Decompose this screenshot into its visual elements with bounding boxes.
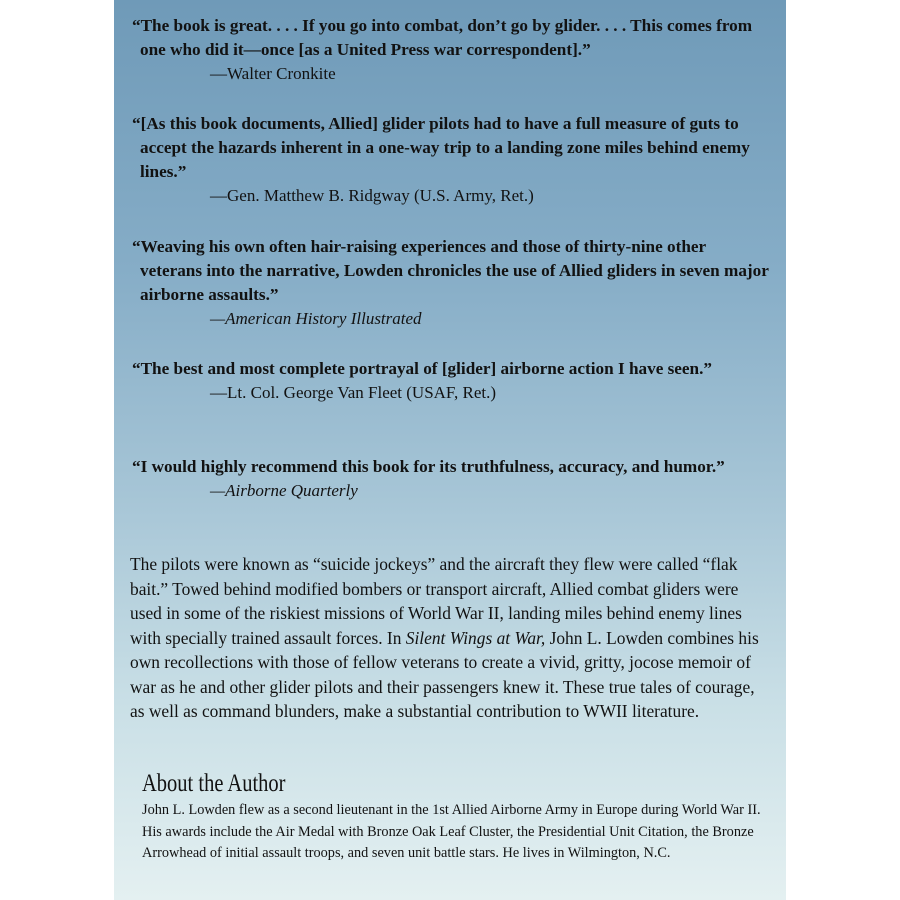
quote-attribution: —American History Illustrated <box>210 309 422 328</box>
book-title: Silent Wings at War, <box>405 627 546 648</box>
about-author-heading: About the Author <box>142 770 286 797</box>
quote-attribution: —Lt. Col. George Van Fleet (USAF, Ret.) <box>210 383 497 402</box>
quote-attribution: —Airborne Quarterly <box>210 481 358 500</box>
quote-block <box>130 357 770 405</box>
quote-attribution: —Walter Cronkite <box>210 64 336 83</box>
quote-text: “The book is great. . . . If you go into combat, don’t go by glider. . . . This comes from one who did it—once [as a United Press war correspondent].” <box>132 16 753 59</box>
book-description <box>130 552 770 724</box>
description-part-1: The pilots were known as “suicide jockeys” and the aircraft they flew were called “flak bait.” Towed behind modified bombers or transport aircraft, Allied combat gliders were used in some of the riskiest missions of World War II, landing miles behind enemy lines with specially trained assault forces. In <box>130 554 742 648</box>
quote-text: “The best and most complete portrayal of [glider] airborne action I have seen.” <box>132 359 713 378</box>
quote-attribution: —Gen. Matthew B. Ridgway (U.S. Army, Ret.) <box>210 186 534 205</box>
quote-text: “I would highly recommend this book for its truthfulness, accuracy, and humor.” <box>132 457 725 476</box>
quote-block <box>130 455 770 503</box>
quote-text: “Weaving his own often hair-raising experiences and those of thirty-nine other veterans into the narrative, Lowden chronicles the use of Allied gliders in seven major airborne assaults.” <box>132 237 769 304</box>
about-author-text: John L. Lowden flew as a second lieutenant in the 1st Allied Airborne Army in Europe during World War II. His awards include the Air Medal with Bronze Oak Leaf Cluster, the Presidential Unit Citation, the Bronze Arrowhead of initial assault troops, and seven unit battle stars. He lives in Wilmington, N.C. <box>142 802 761 861</box>
quote-block <box>130 14 770 86</box>
back-cover <box>114 0 786 900</box>
description-part-2: John L. Lowden combines his own recollections with those of fellow veterans to create a vivid, gritty, jocose memoir of war as he and other glider pilots and their passengers knew it. These true tales of courage, as well as command blunders, make a substantial contribution to WWII literature. <box>130 627 759 721</box>
quote-text: “[As this book documents, Allied] glider pilots had to have a full measure of guts to accept the hazards inherent in a one-way trip to a landing zone miles behind enemy lines.” <box>132 114 750 181</box>
quote-block <box>130 112 770 208</box>
quote-block <box>130 235 770 331</box>
